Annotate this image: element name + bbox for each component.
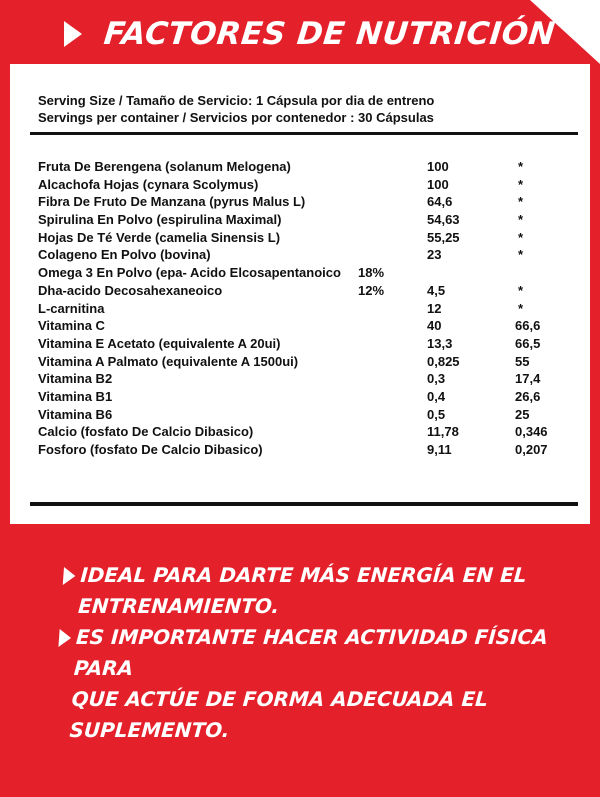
play-arrow-icon (64, 21, 82, 47)
nutrient-daily-value: * (518, 194, 524, 210)
nutrient-daily-value: * (518, 229, 524, 245)
nutrient-daily-value: * (518, 282, 524, 298)
nutrient-name: Alcachofa Hojas (cynara Scolymus) (38, 176, 259, 192)
nutrient-row (38, 370, 578, 388)
nutrient-row (38, 282, 578, 300)
benefit-text-line: QUE ACTÚE DE FORMA ADECUADA EL (70, 687, 489, 711)
nutrient-row (38, 441, 578, 459)
nutrient-name: Spirulina En Polvo (espirulina Maximal) (38, 212, 282, 228)
benefit-text-line: IDEAL PARA DARTE MÁS ENERGÍA EN EL (79, 563, 528, 587)
nutrient-daily-value: 66,6 (515, 318, 541, 334)
nutrient-amount: 9,11 (427, 442, 452, 457)
play-arrow-icon (58, 629, 71, 647)
page-title: FACTORES DE NUTRICIÓN (102, 16, 557, 52)
nutrient-percent: 18% (358, 265, 385, 281)
nutrient-amount: 11,78 (427, 424, 459, 440)
benefit-text-line: ES IMPORTANTE HACER ACTIVIDAD FÍSICA PARA (73, 625, 549, 680)
nutrient-name: Omega 3 En Polvo (epa- Acido Elcosapentanoico (38, 265, 341, 281)
nutrient-amount: 4,5 (427, 282, 446, 298)
benefit-text-line: SUPLEMENTO. (68, 718, 231, 742)
nutrient-row (38, 264, 578, 282)
nutrient-daily-value: 26,6 (515, 388, 541, 404)
nutrient-amount: 64,6 (427, 194, 453, 210)
nutrient-percent: 12% (358, 282, 385, 298)
nutrient-name: Fruta De Berengena (solanum Melogena) (38, 159, 291, 174)
nutrient-name: Fibra De Fruto De Manzana (pyrus Malus L) (38, 194, 306, 210)
nutrient-name: Dha-acido Decosahexaneoico (38, 282, 223, 298)
nutrient-row (38, 229, 578, 247)
nutrient-amount: 0,825 (427, 353, 460, 369)
nutrient-daily-value: * (518, 176, 524, 192)
nutrient-row (38, 246, 578, 264)
nutrient-daily-value: * (518, 247, 524, 263)
nutrient-amount: 12 (427, 300, 442, 316)
header-banner (0, 0, 600, 64)
nutrient-row (38, 176, 578, 194)
nutrient-daily-value: * (518, 300, 524, 316)
servings-per-container: Servings per container / Servicios por contenedor : 30 Cápsulas (38, 110, 434, 125)
nutrient-daily-value: 0,346 (515, 424, 548, 440)
nutrient-row (38, 193, 578, 211)
nutrition-facts-panel (10, 64, 590, 524)
nutrient-amount: 100 (427, 159, 449, 174)
divider-bottom (30, 502, 578, 506)
nutrient-row (38, 406, 578, 424)
nutrient-name: Vitamina C (38, 318, 105, 334)
nutrient-daily-value: 17,4 (515, 371, 541, 387)
nutrient-list (38, 158, 578, 459)
nutrient-name: Fosforo (fosfato De Calcio Dibasico) (38, 442, 263, 457)
nutrient-daily-value: * (518, 159, 524, 174)
nutrient-name: Hojas De Té Verde (camelia Sinensis L) (38, 229, 281, 245)
nutrient-amount: 54,63 (427, 212, 460, 228)
nutrient-daily-value: * (518, 212, 524, 228)
benefit-item (51, 622, 560, 746)
nutrient-amount: 0,4 (427, 388, 446, 404)
nutrient-daily-value: 25 (515, 406, 530, 422)
nutrient-amount: 13,3 (427, 335, 453, 351)
nutrient-name: Vitamina A Palmato (equivalente A 1500ui) (38, 353, 299, 369)
nutrient-amount: 100 (427, 176, 449, 192)
nutrient-row (38, 158, 578, 176)
nutrient-daily-value: 66,5 (515, 335, 541, 351)
nutrient-name: Colageno En Polvo (bovina) (38, 247, 211, 263)
nutrient-row (38, 300, 578, 318)
nutrient-amount: 23 (427, 247, 442, 263)
nutrient-amount: 40 (427, 318, 442, 334)
serving-info (38, 92, 434, 126)
nutrient-row (38, 388, 578, 406)
serving-size: Serving Size / Tamaño de Servicio: 1 Cápsula por dia de entreno (38, 93, 435, 108)
divider-top (30, 132, 578, 135)
benefit-text-line: ENTRENAMIENTO. (77, 594, 281, 618)
nutrient-row (38, 423, 578, 441)
nutrient-row (38, 353, 578, 371)
nutrient-name: Calcio (fosfato De Calcio Dibasico) (38, 424, 254, 440)
nutrient-row (38, 335, 578, 353)
nutrient-amount: 0,3 (427, 371, 446, 387)
nutrient-name: L-carnitina (38, 300, 105, 316)
nutrient-name: Vitamina B1 (38, 388, 113, 404)
nutrient-amount: 55,25 (427, 229, 460, 245)
benefits-section (0, 524, 600, 797)
nutrient-daily-value: 0,207 (515, 442, 548, 457)
nutrient-row (38, 211, 578, 229)
nutrient-name: Vitamina B6 (38, 406, 113, 422)
benefit-item (60, 560, 564, 622)
benefit-list (51, 560, 564, 746)
nutrient-row (38, 317, 578, 335)
play-arrow-icon (63, 567, 76, 585)
nutrient-daily-value: 55 (515, 353, 530, 369)
nutrient-amount: 0,5 (427, 406, 446, 422)
nutrient-name: Vitamina B2 (38, 371, 113, 387)
nutrient-name: Vitamina E Acetato (equivalente A 20ui) (38, 335, 281, 351)
